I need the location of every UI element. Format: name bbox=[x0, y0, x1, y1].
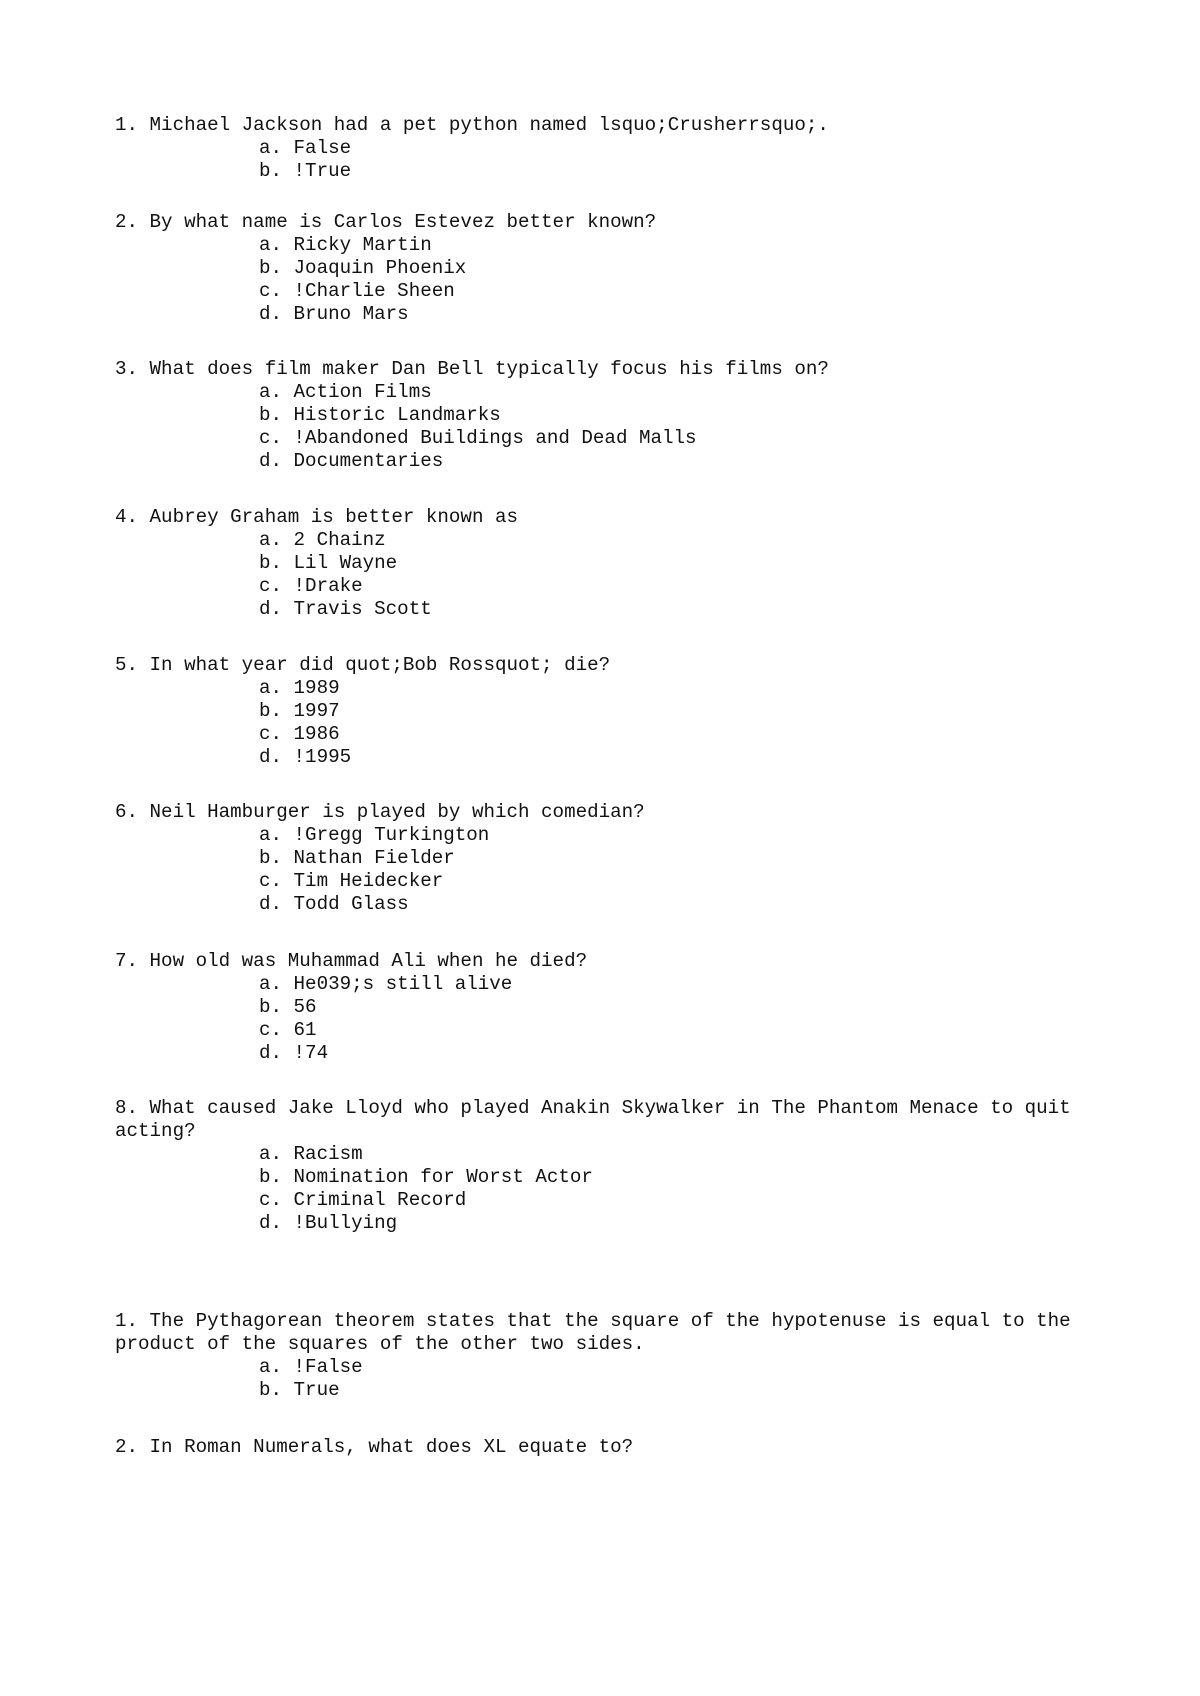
option-letter: c. bbox=[259, 1189, 283, 1211]
answer-option bbox=[115, 160, 1095, 183]
option-letter: d. bbox=[259, 1042, 283, 1064]
answer-option bbox=[115, 824, 1095, 847]
option-letter: b. bbox=[259, 160, 283, 182]
option-text: 56 bbox=[293, 996, 317, 1018]
option-letter: a. bbox=[259, 381, 283, 403]
option-letter: a. bbox=[259, 824, 283, 846]
option-letter: b. bbox=[259, 404, 283, 426]
option-text: !False bbox=[293, 1356, 363, 1378]
answer-option bbox=[115, 280, 1095, 303]
option-text: Joaquin Phoenix bbox=[293, 257, 467, 279]
option-letter: b. bbox=[259, 1379, 283, 1401]
answer-options bbox=[115, 1143, 1095, 1235]
option-text: 61 bbox=[293, 1019, 317, 1041]
option-letter: a. bbox=[259, 677, 283, 699]
answer-option bbox=[115, 973, 1095, 996]
option-letter: d. bbox=[259, 303, 283, 325]
option-text: !Drake bbox=[293, 575, 363, 597]
question-prompt: Aubrey Graham is better known as bbox=[149, 506, 519, 528]
question-text bbox=[115, 211, 1095, 234]
option-letter: b. bbox=[259, 996, 283, 1018]
question-text bbox=[115, 801, 1095, 824]
option-text: Ricky Martin bbox=[293, 234, 432, 256]
option-letter: c. bbox=[259, 723, 283, 745]
question-prompt: Neil Hamburger is played by which comedian? bbox=[149, 801, 645, 823]
question-prompt: Michael Jackson had a pet python named lsquo;Crusherrsquo;. bbox=[149, 114, 829, 136]
option-letter: a. bbox=[259, 137, 283, 159]
option-text: He039;s still alive bbox=[293, 973, 513, 995]
answer-option bbox=[115, 1189, 1095, 1212]
option-letter: c. bbox=[259, 575, 283, 597]
question-block bbox=[115, 1436, 1095, 1459]
answer-options bbox=[115, 973, 1095, 1065]
answer-option bbox=[115, 996, 1095, 1019]
option-text: !1995 bbox=[293, 746, 352, 768]
answer-option bbox=[115, 1356, 1095, 1379]
option-text: 1989 bbox=[293, 677, 340, 699]
option-text: !Bullying bbox=[293, 1212, 398, 1234]
option-letter: d. bbox=[259, 1212, 283, 1234]
answer-option bbox=[115, 847, 1095, 870]
option-text: !Abandoned Buildings and Dead Malls bbox=[293, 427, 697, 449]
option-letter: d. bbox=[259, 450, 283, 472]
option-letter: b. bbox=[259, 257, 283, 279]
answer-options bbox=[115, 677, 1095, 769]
option-letter: d. bbox=[259, 746, 283, 768]
answer-options bbox=[115, 137, 1095, 183]
question-prompt: In what year did quot;Bob Rossquot; die? bbox=[149, 654, 611, 676]
question-block bbox=[115, 506, 1095, 621]
option-text: Action Films bbox=[293, 381, 432, 403]
option-letter: a. bbox=[259, 1143, 283, 1165]
question-number: 2. bbox=[115, 211, 139, 233]
answer-option bbox=[115, 870, 1095, 893]
option-letter: b. bbox=[259, 847, 283, 869]
answer-option bbox=[115, 723, 1095, 746]
option-letter: b. bbox=[259, 1166, 283, 1188]
option-text: Lil Wayne bbox=[293, 552, 398, 574]
answer-option bbox=[115, 427, 1095, 450]
option-text: Nomination for Worst Actor bbox=[293, 1166, 593, 1188]
option-letter: a. bbox=[259, 1356, 283, 1378]
option-text: True bbox=[293, 1379, 340, 1401]
question-block bbox=[115, 1310, 1095, 1402]
option-text: 1986 bbox=[293, 723, 340, 745]
option-text: Documentaries bbox=[293, 450, 444, 472]
option-letter: a. bbox=[259, 234, 283, 256]
option-text: False bbox=[293, 137, 352, 159]
option-text: Criminal Record bbox=[293, 1189, 467, 1211]
option-letter: d. bbox=[259, 598, 283, 620]
question-prompt: What does film maker Dan Bell typically focus his films on? bbox=[149, 358, 829, 380]
answer-options bbox=[115, 234, 1095, 326]
answer-options bbox=[115, 824, 1095, 916]
option-text: Tim Heidecker bbox=[293, 870, 444, 892]
answer-option bbox=[115, 1166, 1095, 1189]
answer-option bbox=[115, 893, 1095, 916]
question-number: 2. bbox=[115, 1436, 139, 1458]
option-text: Bruno Mars bbox=[293, 303, 409, 325]
question-text bbox=[115, 506, 1095, 529]
question-block bbox=[115, 654, 1095, 769]
answer-option bbox=[115, 137, 1095, 160]
option-text: Racism bbox=[293, 1143, 363, 1165]
question-text bbox=[115, 1310, 1095, 1356]
option-letter: c. bbox=[259, 870, 283, 892]
option-text: Travis Scott bbox=[293, 598, 432, 620]
option-letter: b. bbox=[259, 700, 283, 722]
option-text: !True bbox=[293, 160, 352, 182]
option-letter: d. bbox=[259, 893, 283, 915]
option-text: 2 Chainz bbox=[293, 529, 386, 551]
answer-option bbox=[115, 1042, 1095, 1065]
option-letter: b. bbox=[259, 552, 283, 574]
answer-options bbox=[115, 1356, 1095, 1402]
answer-options bbox=[115, 381, 1095, 473]
option-text: Todd Glass bbox=[293, 893, 409, 915]
question-text bbox=[115, 654, 1095, 677]
question-text bbox=[115, 1436, 1095, 1459]
question-number: 4. bbox=[115, 506, 139, 528]
option-letter: c. bbox=[259, 280, 283, 302]
answer-option bbox=[115, 1212, 1095, 1235]
question-text bbox=[115, 950, 1095, 973]
question-prompt: How old was Muhammad Ali when he died? bbox=[149, 950, 588, 972]
answer-option bbox=[115, 234, 1095, 257]
question-number: 8. bbox=[115, 1097, 139, 1119]
answer-option bbox=[115, 257, 1095, 280]
question-text bbox=[115, 114, 1095, 137]
option-letter: a. bbox=[259, 973, 283, 995]
option-text: 1997 bbox=[293, 700, 340, 722]
question-number: 3. bbox=[115, 358, 139, 380]
question-prompt: The Pythagorean theorem states that the square of the hypotenuse is equal to the product of the squares of the other two sides. bbox=[115, 1310, 1083, 1355]
question-number: 1. bbox=[115, 1310, 139, 1332]
question-number: 5. bbox=[115, 654, 139, 676]
answer-option bbox=[115, 746, 1095, 769]
question-number: 7. bbox=[115, 950, 139, 972]
option-text: Historic Landmarks bbox=[293, 404, 501, 426]
question-text bbox=[115, 358, 1095, 381]
answer-option bbox=[115, 1019, 1095, 1042]
question-prompt: In Roman Numerals, what does XL equate to? bbox=[149, 1436, 634, 1458]
answer-option bbox=[115, 1379, 1095, 1402]
question-block bbox=[115, 114, 1095, 183]
answer-option bbox=[115, 598, 1095, 621]
question-number: 6. bbox=[115, 801, 139, 823]
question-block bbox=[115, 1097, 1095, 1235]
question-block bbox=[115, 801, 1095, 916]
answer-option bbox=[115, 700, 1095, 723]
option-text: Nathan Fielder bbox=[293, 847, 455, 869]
option-text: !Charlie Sheen bbox=[293, 280, 455, 302]
question-number: 1. bbox=[115, 114, 139, 136]
question-block bbox=[115, 950, 1095, 1065]
answer-option bbox=[115, 575, 1095, 598]
answer-options bbox=[115, 529, 1095, 621]
option-letter: c. bbox=[259, 1019, 283, 1041]
answer-option bbox=[115, 677, 1095, 700]
answer-option bbox=[115, 552, 1095, 575]
option-letter: a. bbox=[259, 529, 283, 551]
question-text bbox=[115, 1097, 1095, 1143]
answer-option bbox=[115, 450, 1095, 473]
answer-option bbox=[115, 303, 1095, 326]
answer-option bbox=[115, 381, 1095, 404]
answer-option bbox=[115, 404, 1095, 427]
option-text: !Gregg Turkington bbox=[293, 824, 490, 846]
option-letter: c. bbox=[259, 427, 283, 449]
question-prompt: By what name is Carlos Estevez better known? bbox=[149, 211, 657, 233]
answer-option bbox=[115, 529, 1095, 552]
answer-option bbox=[115, 1143, 1095, 1166]
question-prompt: What caused Jake Lloyd who played Anakin Skywalker in The Phantom Menace to quit acting? bbox=[115, 1097, 1083, 1142]
option-text: !74 bbox=[293, 1042, 329, 1064]
question-block bbox=[115, 211, 1095, 326]
question-block bbox=[115, 358, 1095, 473]
